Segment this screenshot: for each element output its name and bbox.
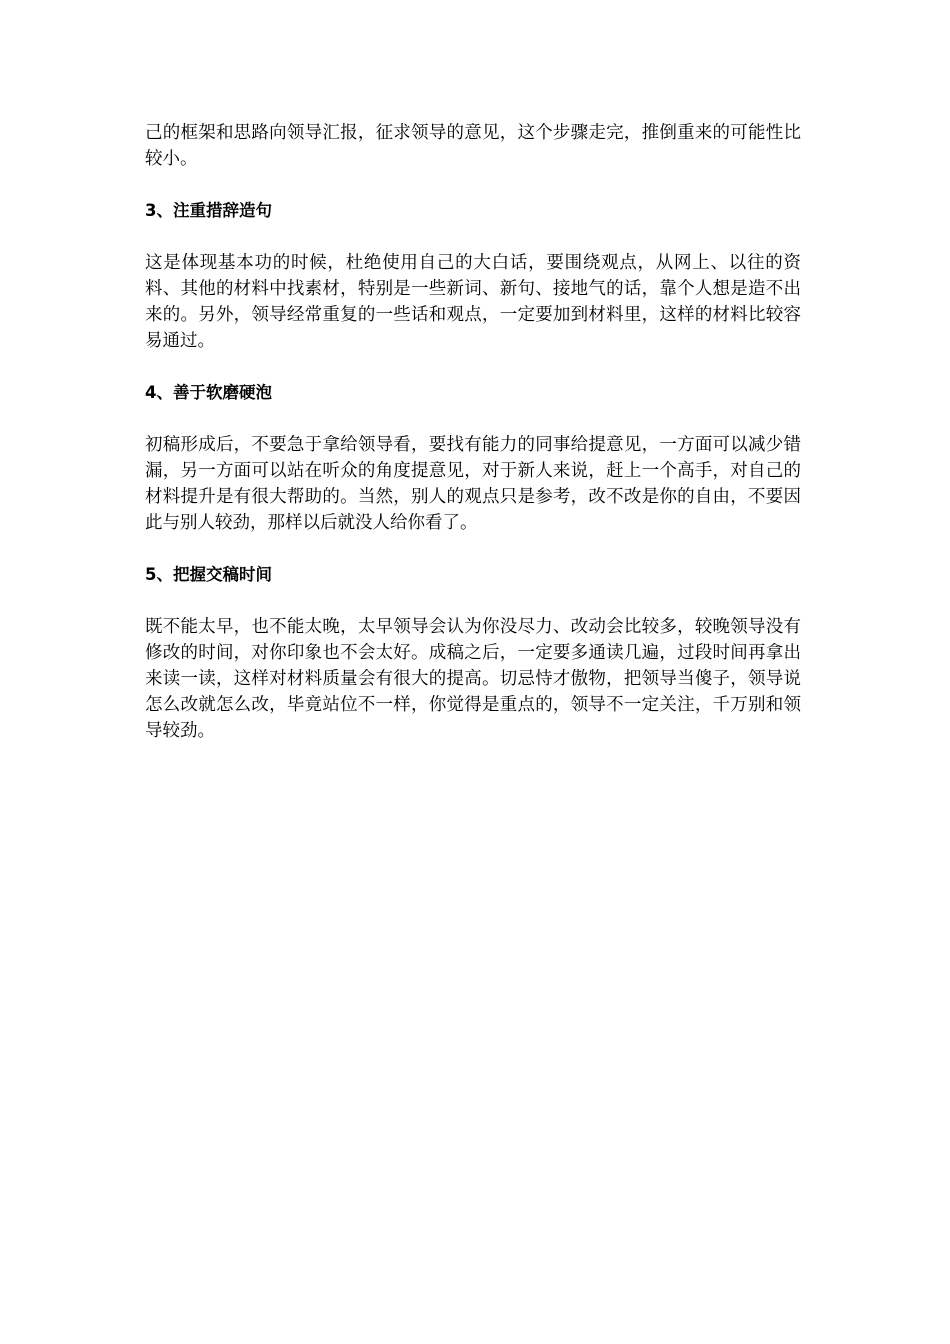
spacer — [145, 536, 801, 562]
spacer — [145, 224, 801, 250]
section-heading-3: 3、注重措辞造句 — [145, 201, 272, 220]
spacer — [145, 588, 801, 614]
section-paragraph-3: 这是体现基本功的时候，杜绝使用自己的大白话，要围绕观点，从网上、以往的资料、其他的材料中找素材，特别是一些新词、新句、接地气的话，靠个人想是造不出来的。另外，领导经常重复的一些话和观点，一定要加到材料里，这样的材料比较容易通过。 — [145, 253, 801, 351]
spacer — [145, 172, 801, 198]
intro-paragraph: 己的框架和思路向领导汇报，征求领导的意见，这个步骤走完，推倒重来的可能性比较小。 — [145, 123, 801, 169]
document-page — [145, 120, 801, 744]
section-paragraph-5: 既不能太早，也不能太晚，太早领导会认为你没尽力、改动会比较多，较晚领导没有修改的时间，对你印象也不会太好。成稿之后，一定要多通读几遍，过段时间再拿出来读一读，这样对材料质量会有很大的提高。切忌恃才傲物，把领导当傻子，领导说怎么改就怎么改，毕竟站位不一样，你觉得是重点的，领导不一定关注，千万别和领导较劲。 — [145, 617, 801, 741]
section-heading-4: 4、善于软磨硬泡 — [145, 383, 272, 402]
spacer — [145, 354, 801, 380]
section-heading-5: 5、把握交稿时间 — [145, 565, 272, 584]
spacer — [145, 406, 801, 432]
section-paragraph-4: 初稿形成后，不要急于拿给领导看，要找有能力的同事给提意见，一方面可以减少错漏，另一方面可以站在听众的角度提意见，对于新人来说，赶上一个高手，对自己的材料提升是有很大帮助的。当然，别人的观点只是参考，改不改是你的自由，不要因此与别人较劲，那样以后就没人给你看了。 — [145, 435, 801, 533]
